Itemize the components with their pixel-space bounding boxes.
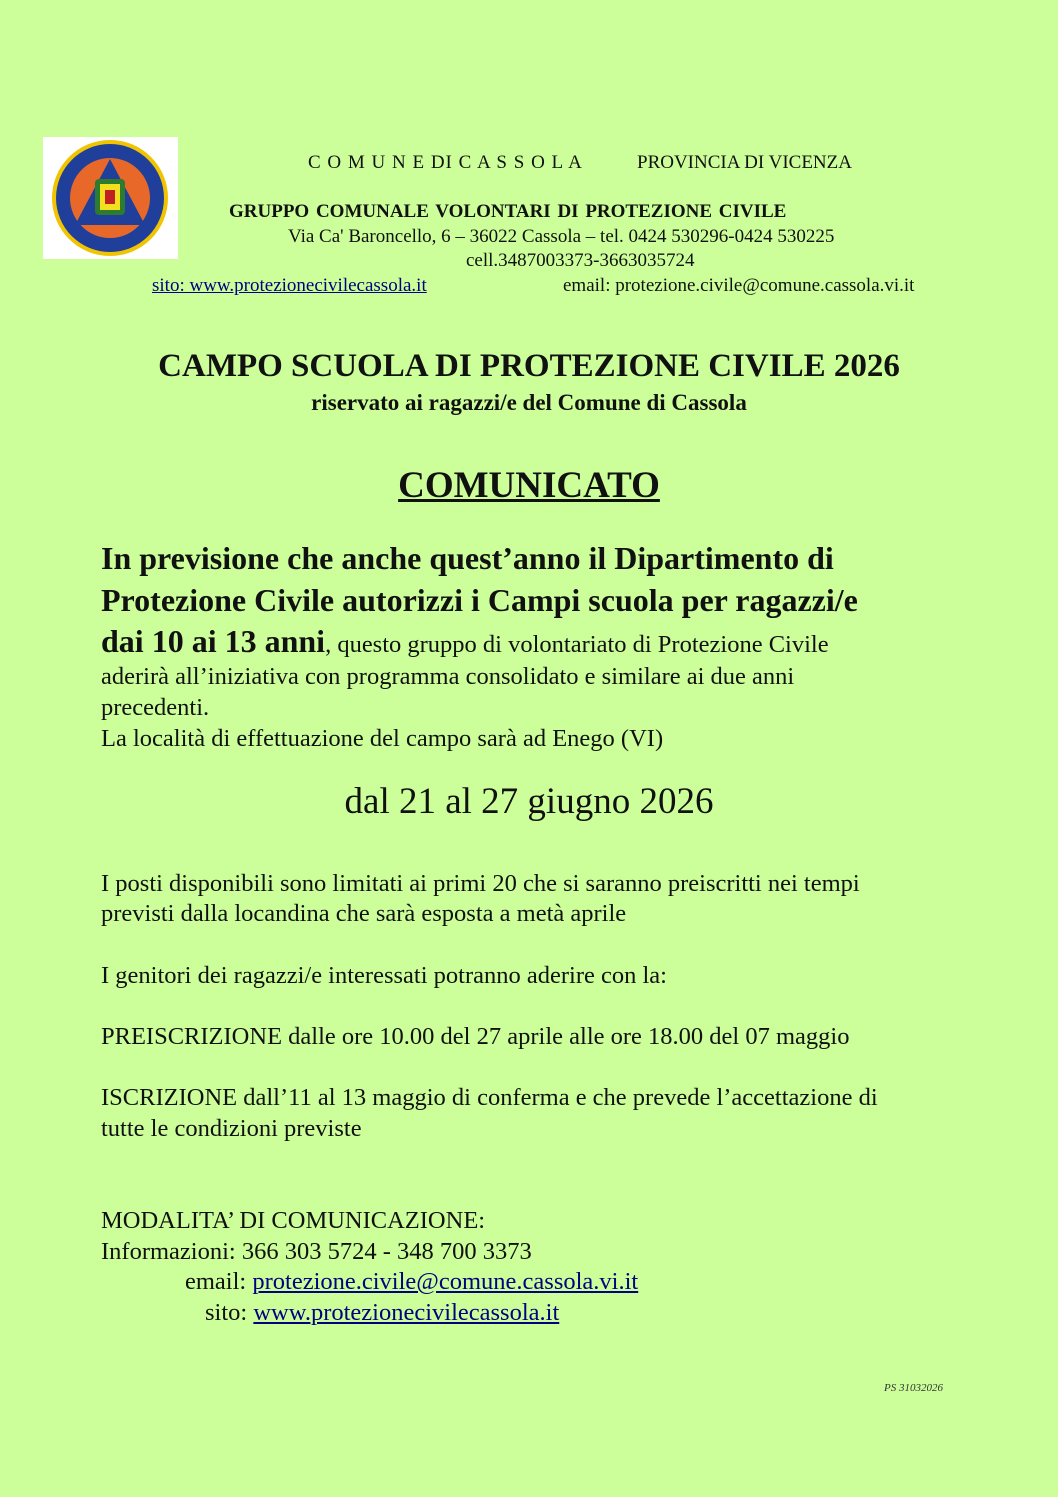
comunicato-heading: COMUNICATO [398, 465, 660, 506]
intro-line-3 [101, 623, 829, 660]
preiscrizione-text: PREISCRIZIONE dalle ore 10.00 del 27 aprile alle ore 18.00 del 07 maggio [101, 1023, 850, 1050]
intro-line-6: La località di effettuazione del campo sarà ad Enego (VI) [101, 725, 664, 752]
email-label: email: [185, 1268, 253, 1295]
header-email: email: protezione.civile@comune.cassola.vi.it [563, 275, 915, 296]
camp-dates: dal 21 al 27 giugno 2026 [344, 781, 714, 822]
contacts-heading: MODALITA’ DI COMUNICAZIONE: [101, 1207, 486, 1234]
posti-line-2: previsti dalla locandina che sarà esposta a metà aprile [101, 900, 627, 927]
cell-numbers: cell.3487003373-3663035724 [466, 250, 695, 271]
group-name: GRUPPO COMUNALE VOLONTARI DI PROTEZIONE CIVILE [229, 201, 787, 222]
age-range: dai 10 ai 13 anni [101, 623, 326, 659]
genitori-text: I genitori dei ragazzi/e interessati potranno aderire con la: [101, 962, 667, 989]
iscrizione-line-2: tutte le condizioni previste [101, 1115, 362, 1142]
posti-line-1: I posti disponibili sono limitati ai primi 20 che si saranno preiscritti nei tempi [101, 870, 860, 897]
iscrizione-line-1: ISCRIZIONE dall’11 al 13 maggio di conferma e che prevede l’accettazione di [101, 1084, 878, 1111]
contacts-email-row [185, 1268, 638, 1296]
intro-line-5: precedenti. [101, 694, 210, 721]
intro-line-2: Protezione Civile autorizzi i Campi scuola per ragazzi/e [101, 582, 858, 618]
protezione-civile-emblem-icon [43, 137, 178, 259]
contacts-site-link[interactable]: www.protezionecivilecassola.it [253, 1299, 560, 1326]
intro-line-4: aderirà all’iniziativa con programma consolidato e similare ai due anni [101, 663, 795, 690]
intro-line-1: In previsione che anche quest’anno il Dipartimento di [101, 540, 834, 576]
page-title: CAMPO SCUOLA DI PROTEZIONE CIVILE 2026 [158, 348, 900, 384]
contacts-email-link[interactable]: protezione.civile@comune.cassola.vi.it [252, 1268, 639, 1295]
site-label: sito: [205, 1299, 254, 1326]
document-reference: PS 31032026 [884, 1382, 943, 1394]
intro-line-3-rest: , questo gruppo di volontariato di Protezione Civile [325, 631, 829, 658]
address: Via Ca' Baroncello, 6 – 36022 Cassola – tel. 0424 530296-0424 530225 [288, 226, 835, 247]
contacts-site-row [205, 1299, 559, 1327]
subtitle: riservato ai ragazzi/e del Comune di Cassola [311, 390, 747, 415]
logo [43, 137, 178, 259]
comune-name: C O M U N E DI C A S S O L A [308, 152, 583, 173]
header-site-link[interactable]: sito: www.protezionecivilecassola.it [152, 275, 427, 296]
provincia: PROVINCIA DI VICENZA [637, 152, 852, 173]
contacts-phones: Informazioni: 366 303 5724 - 348 700 3373 [101, 1238, 532, 1265]
